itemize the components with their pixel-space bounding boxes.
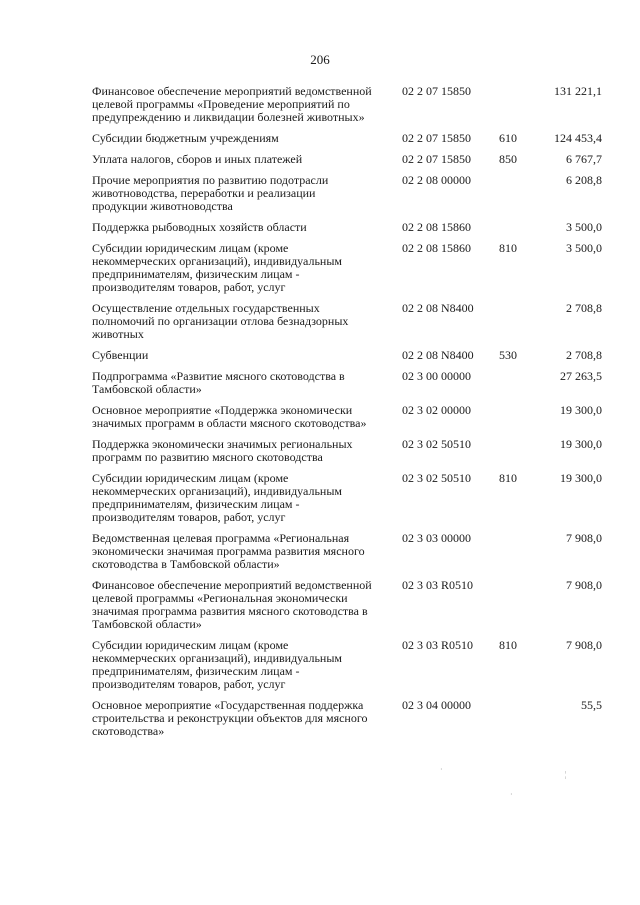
row-name: Финансовое обеспечение мероприятий ведомственной целевой программы «Проведение мероприятий по предупреждению и ликвидации болезней животных»: [92, 84, 372, 124]
row-sum: 3 500,0: [566, 220, 602, 234]
row-code: 02 2 07 15850: [402, 152, 471, 166]
row-sum: 7 908,0: [566, 638, 602, 652]
table-row: [0, 302, 640, 341]
table-row: [0, 579, 640, 631]
row-sum: 2 708,8: [566, 301, 602, 315]
page-number: 206: [310, 52, 330, 67]
row-expense-type: 530: [499, 348, 517, 362]
row-name: Подпрограмма «Развитие мясного скотоводства в Тамбовской области»: [92, 369, 345, 396]
row-name: Субсидии юридическим лицам (кроме некоммерческих организаций), индивидуальным предпринимателям, физическим лицам - производителям товаров, работ, услуг: [92, 241, 342, 294]
row-sum: 3 500,0: [566, 241, 602, 255]
row-sum: 6 208,8: [566, 173, 602, 187]
row-sum: 27 263,5: [560, 369, 602, 383]
row-code: 02 3 03 R0510: [402, 638, 474, 652]
row-expense-type: 610: [499, 131, 517, 145]
row-name: Поддержка рыбоводных хозяйств области: [92, 220, 307, 234]
row-name: Прочие мероприятия по развитию подотрасли животноводства, переработки и реализации продукции животноводства: [92, 173, 329, 213]
table-row: [0, 153, 640, 166]
row-name: Субсидии юридическим лицам (кроме некоммерческих организаций), индивидуальным предпринимателям, физическим лицам - производителям товаров, работ, услуг: [92, 638, 342, 691]
row-name: Субсидии бюджетным учреждениям: [92, 131, 279, 145]
row-code: 02 3 03 R0510: [402, 578, 474, 592]
scan-speck: ·: [510, 790, 513, 799]
table-row: [0, 174, 640, 213]
row-code: 02 3 02 00000: [402, 403, 471, 417]
row-code: 02 2 08 00000: [402, 173, 471, 187]
row-code: 02 2 07 15850: [402, 84, 471, 98]
row-code: 02 2 08 15860: [402, 241, 471, 255]
row-expense-type: 810: [499, 241, 517, 255]
row-sum: 7 908,0: [566, 531, 602, 545]
budget-table: [0, 85, 640, 746]
row-sum: 7 908,0: [566, 578, 602, 592]
scan-speck: ·: [440, 765, 443, 774]
row-name: Поддержка экономически значимых региональных программ по развитию мясного скотоводства: [92, 437, 353, 464]
table-row: [0, 472, 640, 524]
table-row: [0, 370, 640, 396]
row-code: 02 2 08 N8400: [402, 301, 474, 315]
row-sum: 124 453,4: [554, 131, 602, 145]
row-expense-type: 850: [499, 152, 517, 166]
row-sum: 131 221,1: [554, 84, 602, 98]
table-row: [0, 132, 640, 145]
table-row: [0, 404, 640, 430]
table-row: [0, 699, 640, 738]
table-row: [0, 85, 640, 124]
row-code: 02 3 00 00000: [402, 369, 471, 383]
row-sum: 6 767,7: [566, 152, 602, 166]
row-code: 02 3 03 00000: [402, 531, 471, 545]
row-expense-type: 810: [499, 471, 517, 485]
row-sum: 19 300,0: [560, 437, 602, 451]
row-sum: 55,5: [581, 698, 602, 712]
table-row: [0, 242, 640, 294]
row-name: Субсидии юридическим лицам (кроме некоммерческих организаций), индивидуальным предпринимателям, физическим лицам - производителям товаров, работ, услуг: [92, 471, 342, 524]
row-name: Основное мероприятие «Государственная поддержка строительства и реконструкции объектов для мясного скотоводства»: [92, 698, 368, 738]
table-row: [0, 639, 640, 691]
row-name: Осуществление отдельных государственных полномочий по организации отлова безнадзорных животных: [92, 301, 349, 341]
row-code: 02 2 07 15850: [402, 131, 471, 145]
scan-speck: ¦: [565, 770, 567, 779]
table-row: [0, 221, 640, 234]
row-code: 02 3 02 50510: [402, 437, 471, 451]
row-name: Финансовое обеспечение мероприятий ведомственной целевой программы «Региональная экономически значимая программа развития мясного скотоводства в Тамбовской области»: [92, 578, 372, 631]
row-name: Основное мероприятие «Поддержка экономически значимых программ в области мясного скотоводства»: [92, 403, 367, 430]
row-name: Субвенции: [92, 348, 149, 362]
table-row: [0, 349, 640, 362]
row-name: Уплата налогов, сборов и иных платежей: [92, 152, 303, 166]
row-expense-type: 810: [499, 638, 517, 652]
row-name: Ведомственная целевая программа «Региональная экономически значимая программа развития мясного скотоводства в Тамбовской области»: [92, 531, 365, 571]
row-code: 02 2 08 N8400: [402, 348, 474, 362]
row-code: 02 2 08 15860: [402, 220, 471, 234]
row-sum: 19 300,0: [560, 403, 602, 417]
table-row: [0, 532, 640, 571]
table-row: [0, 438, 640, 464]
row-sum: 2 708,8: [566, 348, 602, 362]
row-code: 02 3 04 00000: [402, 698, 471, 712]
row-sum: 19 300,0: [560, 471, 602, 485]
row-code: 02 3 02 50510: [402, 471, 471, 485]
